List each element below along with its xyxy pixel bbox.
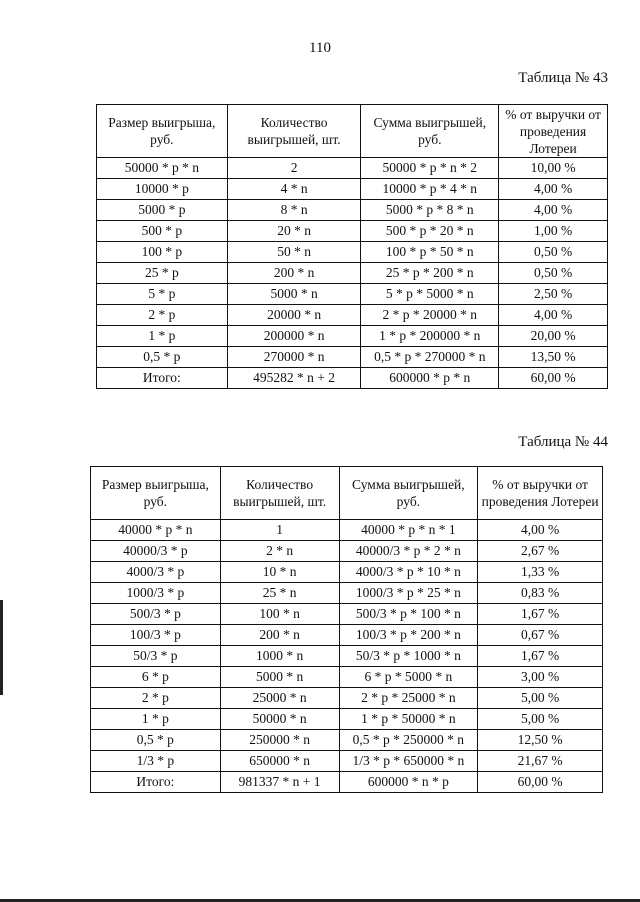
table-cell: 0,50 % [499,242,608,263]
table-cell: 50000 * p * n * 2 [361,158,499,179]
table-cell: 0,83 % [478,583,603,604]
table-cell: 13,50 % [499,347,608,368]
table-row [97,326,608,347]
table-cell: 2 [227,158,361,179]
table-cell: 5,00 % [478,688,603,709]
table-row [97,221,608,242]
table-cell: 20000 * n [227,305,361,326]
table-cell: 1 * p [97,326,228,347]
table-row [91,688,603,709]
table-cell: 25 * p * 200 * n [361,263,499,284]
table-row [91,646,603,667]
table-43 [96,104,608,389]
table-cell: 5,00 % [478,709,603,730]
table-cell: 3,00 % [478,667,603,688]
table-row [91,667,603,688]
table-cell: 0,5 * p [91,730,221,751]
table-cell: 650000 * n [220,751,339,772]
table-cell: 2 * p [91,688,221,709]
table-cell: 0,5 * p [97,347,228,368]
table-cell: 100/3 * p [91,625,221,646]
table-44-caption: Таблица № 44 [518,434,608,450]
table-cell: 500 * p * 20 * n [361,221,499,242]
table-cell: 100 * p [97,242,228,263]
table-cell: 250000 * n [220,730,339,751]
table-cell: 600000 * p * n [361,368,499,389]
table-row [97,347,608,368]
table-row [97,284,608,305]
table-44 [90,466,603,793]
table-cell: 1 * p * 50000 * n [339,709,478,730]
table-cell: 5000 * p * 8 * n [361,200,499,221]
table-cell: 50/3 * p [91,646,221,667]
table-row [91,751,603,772]
table-cell: 500 * p [97,221,228,242]
table-cell: 50000 * n [220,709,339,730]
table-cell: 2 * n [220,541,339,562]
table-cell: 1 * p * 200000 * n [361,326,499,347]
col-header-revenue-percent: % от выручки от проведения Лотереи [499,105,608,158]
table-cell: 20 * n [227,221,361,242]
table-cell: 1/3 * p * 650000 * n [339,751,478,772]
table-cell: 1,00 % [499,221,608,242]
table-cell: 500/3 * p * 100 * n [339,604,478,625]
table-row [97,368,608,389]
table-cell: 0,5 * p * 270000 * n [361,347,499,368]
table-cell: 5000 * n [227,284,361,305]
table-cell: 100/3 * p * 200 * n [339,625,478,646]
table-43-caption: Таблица № 43 [518,70,608,86]
table-cell: 2,67 % [478,541,603,562]
table-cell: 8 * n [227,200,361,221]
table-44-body [91,520,603,793]
table-row [97,200,608,221]
table-cell: 50/3 * p * 1000 * n [339,646,478,667]
table-cell: 10,00 % [499,158,608,179]
table-cell: 40000 * p * n * 1 [339,520,478,541]
table-cell: Итого: [91,772,221,793]
scan-edge-left [0,600,3,695]
table-cell: 4000/3 * p * 10 * n [339,562,478,583]
table-row [91,709,603,730]
table-43-body [97,158,608,389]
table-cell: 2 * p [97,305,228,326]
table-cell: 500/3 * p [91,604,221,625]
table-row [91,583,603,604]
table-cell: 5000 * n [220,667,339,688]
col-header-revenue-percent: % от выручки от проведения Лотереи [478,467,603,520]
col-header-prize-sum: Сумма выигрышей, руб. [361,105,499,158]
table-cell: 4,00 % [499,200,608,221]
table-cell: 6 * p [91,667,221,688]
table-cell: 1 * p [91,709,221,730]
table-cell: 40000 * p * n [91,520,221,541]
table-row [97,179,608,200]
table-cell: 40000/3 * p [91,541,221,562]
table-cell: 270000 * n [227,347,361,368]
table-cell: 1000/3 * p * 25 * n [339,583,478,604]
table-cell: 100 * n [220,604,339,625]
col-header-prize-count: Количество выигрышей, шт. [227,105,361,158]
table-cell: 60,00 % [499,368,608,389]
table-cell: 10000 * p * 4 * n [361,179,499,200]
table-cell: 1,67 % [478,646,603,667]
col-header-prize-count: Количество выигрышей, шт. [220,467,339,520]
table-cell: 5 * p * 5000 * n [361,284,499,305]
table-cell: 5 * p [97,284,228,305]
table-cell: 495282 * n + 2 [227,368,361,389]
table-row [97,263,608,284]
table-row [91,625,603,646]
table-row [91,541,603,562]
table-cell: 200 * n [227,263,361,284]
table-cell: 2,50 % [499,284,608,305]
table-cell: 1,67 % [478,604,603,625]
table-cell: 4,00 % [478,520,603,541]
table-cell: 0,50 % [499,263,608,284]
page-number: 110 [309,40,331,56]
table-cell: 12,50 % [478,730,603,751]
table-cell: 1,33 % [478,562,603,583]
table-cell: 21,67 % [478,751,603,772]
table-cell: 10 * n [220,562,339,583]
table-cell: 20,00 % [499,326,608,347]
table-cell: 50000 * p * n [97,158,228,179]
table-cell: 200 * n [220,625,339,646]
table-cell: 1000/3 * p [91,583,221,604]
table-cell: 6 * p * 5000 * n [339,667,478,688]
table-cell: 1/3 * p [91,751,221,772]
table-cell: 40000/3 * p * 2 * n [339,541,478,562]
table-cell: 4,00 % [499,305,608,326]
table-cell: 10000 * p [97,179,228,200]
table-cell: 600000 * n * p [339,772,478,793]
table-row [97,242,608,263]
table-cell: 5000 * p [97,200,228,221]
table-cell: 50 * n [227,242,361,263]
table-cell: 0,67 % [478,625,603,646]
table-cell: 1 [220,520,339,541]
table-cell: 1000 * n [220,646,339,667]
table-cell: 25 * p [97,263,228,284]
table-cell: 4000/3 * p [91,562,221,583]
table-cell: 25000 * n [220,688,339,709]
table-row [91,520,603,541]
col-header-prize-sum: Сумма выигрышей, руб. [339,467,478,520]
table-cell: 100 * p * 50 * n [361,242,499,263]
table-cell: 200000 * n [227,326,361,347]
table-cell: 981337 * n + 1 [220,772,339,793]
table-row [91,604,603,625]
col-header-prize-size: Размер выигрыша, руб. [91,467,221,520]
table-cell: 2 * p * 25000 * n [339,688,478,709]
table-cell: 0,5 * p * 250000 * n [339,730,478,751]
table-cell: 4 * n [227,179,361,200]
table-cell: 25 * n [220,583,339,604]
col-header-prize-size: Размер выигрыша, руб. [97,105,228,158]
table-row [91,562,603,583]
table-row [91,730,603,751]
table-row [91,772,603,793]
table-cell: 4,00 % [499,179,608,200]
table-row [97,158,608,179]
table-cell: 60,00 % [478,772,603,793]
table-cell: Итого: [97,368,228,389]
table-cell: 2 * p * 20000 * n [361,305,499,326]
table-row [97,305,608,326]
